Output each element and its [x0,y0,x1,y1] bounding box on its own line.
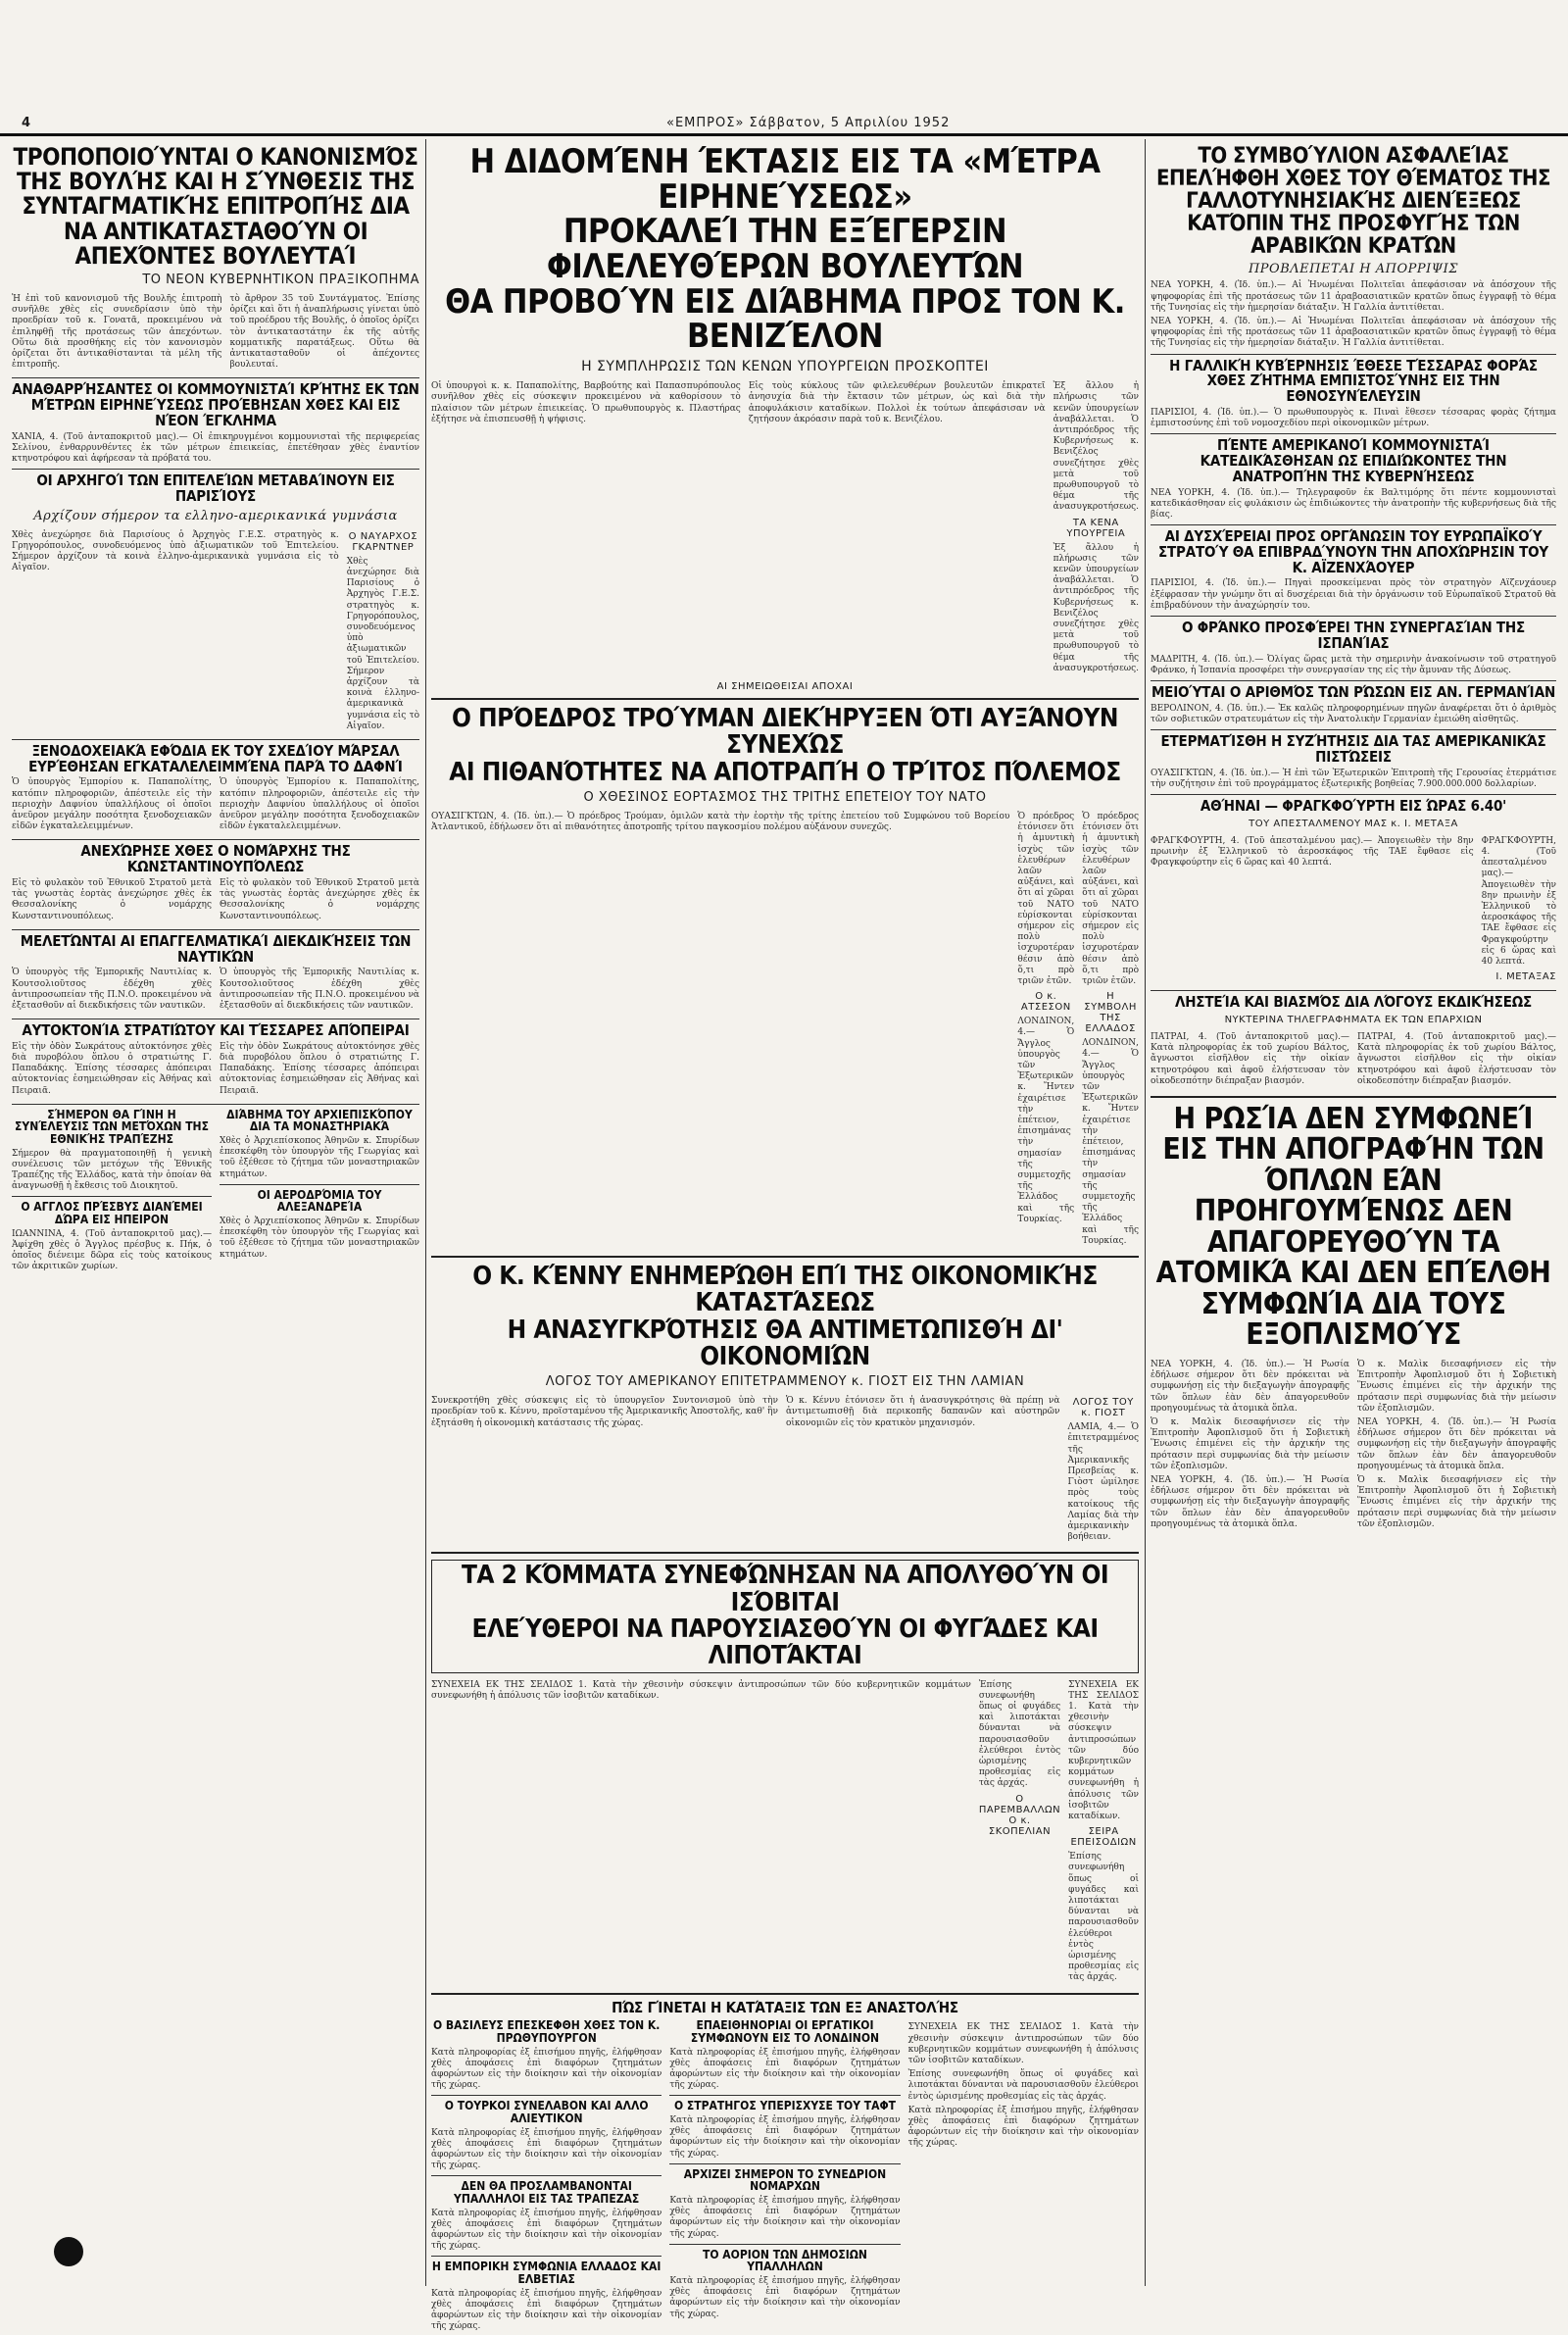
divider [669,2163,900,2164]
article-text: Κατὰ πληροφορίας ἐξ ἐπισήμου πηγῆς, ἐλήφθησαν χθὲς ἀποφάσεις ἐπὶ διαφόρων ζητημάτων ἀφορώντων εἰς τὴν διοίκησιν καὶ τὴν οἰκονομίαν τῆς χώρας. [669,2047,901,2091]
divider [431,1256,1139,1258]
article-text: Ὁ κ. Κέννυ ἐτόνισεν ὅτι ἡ ἀνασυγκρότησις θὰ πρέπῃ νὰ ἀντιμετωπισθῇ διὰ περικοπῆς δαπανῶν καὶ αὐστηρῶν οἰκονομιῶν εἰς τὸν κρατικὸν μηχανισμόν. [785,1396,1060,1428]
truman-article [431,809,1139,1250]
parties-sub-b: ΣΕΙΡΑ ΕΠΕΙΣΟΔΙΩΝ [1070,1826,1137,1849]
center-lead-article [431,378,1139,677]
article-text: Εἰς τὸ φυλακὸν τοῦ Ἐθνικοῦ Στρατοῦ μετὰ τὰς γνωστὰς ἑορτὰς ἀνεχώρησε χθὲς ἐκ Θεσσαλονίκης ὁ νομάρχης Κωνσταντινουπόλεως. [12,877,212,921]
article-text: ΟΥΑΣΙΓΚΤΩΝ, 4. (Ἰδ. ὑπ.).— Ἡ ἐπὶ τῶν Ἐξωτερικῶν Ἐπιτροπὴ τῆς Γερουσίας ἐτερμάτισε τὴν συζήτησιν ἐπὶ τοῦ προγράμματος ἐξωτερικῆς βοηθείας 7.900.000.000 δολλαρίων. [1151,768,1556,789]
article-text: ΝΕΑ ΥΟΡΚΗ, 4. (Ἰδ. ὑπ.).— Αἱ Ἡνωμέναι Πολιτεῖαι ἀπεφάσισαν νὰ ἀπόσχουν τῆς ψηφοφορίας ἐπὶ τῆς προτάσεως τῶν 11 ἀραβοασιατικῶν κρατῶν ὅπως ἐγγραφῇ τὸ θέμα τῆς Τυνησίας εἰς τὴν ἡμερησίαν διάταξιν. Ἡ Γαλλία ἀντιτίθεται. [1151,280,1556,313]
page-number: 4 [22,116,31,130]
article-text: Ὁ κ. Μαλὶκ διεσαφήνισεν εἰς τὴν Ἐπιτροπὴν Ἀφοπλισμοῦ ὅτι ἡ Σοβιετικὴ Ἕνωσις ἐπιμένει εἰς τὴν ἀρχικήν της πρότασιν περὶ συμφωνίας διὰ τὴν μείωσιν τῶν ἐξοπλισμῶν. [1151,1417,1349,1471]
kenny-headline-2: Η ΑΝΑΣΥΓΚΡΌΤΗΣΙΣ ΘΑ ΑΝΤΙΜΕΤΩΠΙΣΘΉ ΔΙ' ΟΙΚΟΝΟΜΙΏΝ [507,1315,1063,1371]
article-text: Ὁ πρόεδρος ἐτόνισεν ὅτι ἡ ἀμυντικὴ ἰσχὺς τῶν ἐλευθέρων λαῶν αὐξάνει, καὶ ὅτι αἱ χῶραι τοῦ ΝΑΤΟ εὑρίσκονται σήμερον εἰς πολὺ ἰσχυροτέραν θέσιν ἀπὸ ὅ,τι πρὸ τριῶν ἐτῶν. [1017,811,1075,986]
archbishop-headline: ΔΙΆΒΗΜΑ ΤΟΥ ΑΡΧΙΕΠΙΣΚΌΠΟΥ ΔΙΑ ΤΑ ΜΟΝΑΣΤΗΡΙΑΚΆ [226,1107,413,1134]
credits-headline: ΕΤΕΡΜΑΤΊΣΘΗ Η ΣΥΖΉΤΗΣΙΣ ΔΙΑ ΤΑΣ ΑΜΕΡΙΚΑΝΙΚΆΣ ΠΙΣΤΏΣΕΙΣ [1160,732,1546,766]
naval-article [12,965,419,1015]
fashion-article [1151,833,1556,986]
suicide-article [12,1039,419,1100]
divider [431,2095,662,2096]
article-text: Εἰς τὸ φυλακὸν τοῦ Ἐθνικοῦ Στρατοῦ μετὰ τὰς γνωστὰς ἑορτὰς ἀνεχώρησε χθὲς ἐκ Θεσσαλονίκης ὁ νομάρχης Κωνσταντινουπόλεως. [220,877,419,921]
truman-headline-2: ΑΙ ΠΙΘΑΝΌΤΗΤΕΣ ΝΑ ΑΠΟΤΡΑΠΉ Ο ΤΡΊΤΟΣ ΠΌΛΕΜΟΣ [449,757,1121,787]
article-text: Χθὲς ἀνεχώρησε διὰ Παρισίους ὁ Ἀρχηγὸς Γ.Ε.Σ. στρατηγὸς κ. Γρηγορόπουλος, συνοδευόμενος ὑπὸ ἀξιωματικῶν τοῦ Ἐπιτελείου. Σήμερον ἀρχίζουν τὰ κοινὰ ἑλληνο-ἀμερικανικὰ γυμνάσια εἰς τὸ Αἰγαῖον. [12,529,339,573]
divider [431,2256,662,2257]
article-text: ΦΡΑΓΚΦΟΥΡΤΗ, 4. (Τοῦ ἀπεσταλμένου μας).— Ἀπογειωθὲν τὴν 8ην πρωινὴν ἐξ Ἑλληνικοῦ τὸ ἀεροσκάφος τῆς TAE ἔφθασε εἰς Φραγκφούρτην εἰς 6 ὥρας καὶ 40 λεπτά. [1481,835,1556,968]
article-text: ΝΕΑ ΥΟΡΚΗ, 4. (Ἰδ. ὑπ.).— Τηλεγραφοῦν ἐκ Βαλτιμόρης ὅτι πέντε κομμουνισταὶ κατεδικάσθησαν εἰς φυλάκισιν ὡς ἐπιδιώκοντες τὴν ἀνατροπὴν τῆς κυβερνήσεως διὰ τῆς βίας. [1151,487,1556,520]
fashion-subheadline: ΤΟΥ ΑΠΕΣΤΑΛΜΕΝΟΥ ΜΑΣ κ. Ι. ΜΕΤΑΞΑ [1249,818,1458,829]
kenny-sub-a: ΛΟΓΟΣ ΤΟΥ κ. ΓΙΟΣΤ [1072,1397,1134,1419]
center-column [431,142,1140,2332]
lead-article-left [12,291,419,373]
article-text: Εἰς τὴν ὁδὸν Σωκράτους αὐτοκτόνησε χθὲς διὰ πυροβόλου ὅπλου ὁ στρατιώτης Γ. Παπαδάκης. Ἐπίσης τέσσαρες ἀπόπειραι αὐτοκτονίας ἐσημειώθησαν εἰς Ἀθήνας καὶ Πειραιᾶ. [220,1041,419,1096]
parties-headline-2: ΕΛΕΎΘΕΡΟΙ ΝΑ ΠΑΡΟΥΣΙΑΣΘΟΎΝ ΟΙ ΦΥΓΆΔΕΣ ΚΑΙ ΛΙΠΟΤΆΚΤΑΙ [471,1615,1099,1671]
center-lead-headline-3: ΘΑ ΠΡΟΒΟΎΝ ΕΙΣ ΔΙΆΒΗΜΑ ΠΡΟΣ ΤΟΝ Κ. ΒΕΝΙΖΈΛΟΝ [445,281,1125,357]
article-text: Ἐπίσης συνεφωνήθη ὅπως οἱ φυγάδες καὶ λιποτάκται δύνανται νὰ παρουσιασθοῦν ἐλεύθεροι ἐντὸς ὡρισμένης προθεσμίας εἰς τὰς ἀρχάς. [1068,1852,1140,1983]
divider [1151,990,1556,991]
russia-headline: Η ΡΩΣΊΑ ΔΕΝ ΣΥΜΦΩΝΕΊ ΕΙΣ ΤΗΝ ΑΠΟΓΡΑΦΉΝ ΤΩΝ ΌΠΛΩΝ ΕΆΝ ΠΡΟΗΓΟΥΜΈΝΩΣ ΔΕΝ ΑΠΑΓΟΡΕΥΘΟΎΝ ΤΑ ΑΤΟΜΙΚΆ ΚΑΙ ΔΕΝ ΕΠΈΛΘΗ ΣΥΜΦΩΝΊΑ ΔΙΑ ΤΟΥΣ ΕΞΟΠΛΙΣΜΟΎΣ [1155,1101,1551,1353]
parties-sub-a: Ο ΠΑΡΕΜΒΑΛΛΩΝ Ο κ. ΣΚΟΠΕΛΙΑΝ [978,1793,1061,1837]
article-text: ΣΥΝΕΧΕΙΑ ΕΚ ΤΗΣ ΣΕΛΙΔΟΣ 1. Κατὰ τὴν χθεσινὴν σύσκεψιν ἀντιπροσώπων τῶν δύο κυβερνητικῶν κομμάτων συνεφωνήθη ἡ ἀπόλυσις τῶν ἰσοβιτῶν καταδίκων. [907,2022,1139,2066]
article-text: Ἐξ ἄλλου ἡ πλήρωσις τῶν κενῶν ὑπουργείων ἀναβάλλεται. Ὁ ἀντιπρόεδρος τῆς Κυβερνήσεως κ. Βενιζέλος συνεζήτησε χθὲς μετὰ τοῦ πρωθυπουργοῦ τὸ θέμα τῆς ἀνασυγκροτήσεως. [1053,542,1140,673]
divider [1151,354,1556,355]
article-text: Συνεκροτήθη χθὲς σύσκεψις εἰς τὸ ὑπουργεῖον Συντονισμοῦ ὑπὸ τὴν προεδρίαν τοῦ κ. Κέννυ, προϊσταμένου τῆς Ἀμερικανικῆς Ἀποστολῆς, καθ' ἣν ἐξητάσθη ἡ οἰκονομικὴ κατάστασις τῆς χώρας. [431,1396,778,1428]
bank-headline: ΣΉΜΕΡΟΝ ΘΑ ΓΊΝΗ Η ΣΥΝΈΛΕΥΣΙΣ ΤΩΝ ΜΕΤΌΧΩΝ ΤΗΣ ΕΘΝΙΚΉΣ ΤΡΑΠΈΖΗΣ [15,1107,209,1147]
article-text: ΣΥΝΕΧΕΙΑ ΕΚ ΤΗΣ ΣΕΛΙΔΟΣ 1. Κατὰ τὴν χθεσινὴν σύσκεψιν ἀντιπροσώπων τῶν δύο κυβερνητικῶν κομμάτων συνεφωνήθη ἡ ἀπόλυσις τῶν ἰσοβιτῶν καταδίκων. [431,1679,971,1701]
article-text: Ἐπίσης συνεφωνήθη ὅπως οἱ φυγάδες καὶ λιποτάκται δύνανται νὰ παρουσιασθοῦν ἐλεύθεροι ἐντὸς ὡρισμένης προθεσμίας εἰς τὰς ἀρχάς. [907,2069,1139,2102]
left-column [12,145,419,2288]
parties-headline-1: ΤΑ 2 ΚΌΜΜΑΤΑ ΣΥΝΕΦΏΝΗΣΑΝ ΝΑ ΑΠΟΛΥΘΟΎΝ ΟΙ ΙΣΌΒΙΤΑΙ [461,1561,1109,1617]
lead-subheadline-left: ΤΟ ΝΕΟΝ ΚΥΒΕΡΝΗΤΙΚΟΝ ΠΡΑΞΙΚΟΠΗΜΑ [142,272,419,287]
suicide-headline: ΑΥΤΟΚΤΟΝΊΑ ΣΤΡΑΤΙΏΤΟΥ ΚΑΙ ΤΈΣΣΑΡΕΣ ΑΠΌΠΕΙΡΑΙ [22,1021,410,1040]
article-text: ΣΥΝΕΧΕΙΑ ΕΚ ΤΗΣ ΣΕΛΙΔΟΣ 1. Κατὰ τὴν χθεσινὴν σύσκεψιν ἀντιπροσώπων τῶν δύο κυβερνητικῶν κομμάτων συνεφωνήθη ἡ ἀπόλυσις τῶν ἰσοβιτῶν καταδίκων. [1068,1679,1139,1822]
truman-sub-a: Ο κ. ΑΤΣΕΣΟΝ [1020,991,1071,1014]
divider [1151,524,1556,525]
article-text: Κατὰ πληροφορίας ἐξ ἐπισήμου πηγῆς, ἐλήφθησαν χθὲς ἀποφάσεις ἐπὶ διαφόρων ζητημάτων ἀφορώντων εἰς τὴν διοίκησιν καὶ τὴν οἰκονομίαν τῆς χώρας. [431,2288,662,2332]
article-text: Σήμερον θὰ πραγματοποιηθῇ ἡ γενικὴ συνέλευσις τῶν μετόχων τῆς Ἐθνικῆς Τραπέζης τῆς Ἑλλάδος, κατὰ τὴν ὁποίαν θὰ ἀναγνωσθῇ ἡ ἔκθεσις τοῦ Διοικητοῦ. [12,1148,212,1192]
article-text: ΠΑΡΙΣΙΟΙ, 4. (Ἰδ. ὑπ.).— Ὁ πρωθυπουργὸς κ. Πιναὶ ἔθεσεν τέσσαρας φορὰς ζήτημα ἐμπιστοσύνης ἐπὶ τοῦ νομοσχεδίου περὶ οἰκονομικῶν μέτρων. [1151,407,1556,429]
article-text: ΠΑΤΡΑΙ, 4. (Τοῦ ἀνταποκριτοῦ μας).— Κατὰ πληροφορίας ἐκ τοῦ χωρίου Βάλτος, ἄγνωστοι εἰσῆλθον εἰς τὴν οἰκίαν κτηνοτρόφου καὶ ἀφοῦ ἐλήστευσαν τὸν οἰκοδεσπότην διέπραξαν βιασμόν. [1357,1031,1556,1086]
france-headline: Η ΓΑΛΛΙΚΉ ΚΥΒΈΡΝΗΣΙΣ ΈΘΕΣΕ ΤΈΣΣΑΡΑΣ ΦΟΡΆΣ ΧΘΕΣ ΖΉΤΗΜΑ ΕΜΠΙΣΤΟΣΎΝΗΣ ΕΙΣ ΤΗΝ ΕΘΝΟΣΥΝΈΛΕΥΣΙΝ [1169,356,1538,406]
navarchos-label: Ο ΝΑΥΑΡΧΟΣ ΓΚΑΡΝΤΝΕΡ [348,530,418,553]
crete-headline: ΑΝΑΘΑΡΡΉΣΑΝΤΕΣ ΟΙ ΚΟΜΜΟΥΝΙΣΤΑΊ ΚΡΉΤΗΣ ΕΚ ΤΩΝ ΜΈΤΡΩΝ ΕΙΡΗΝΕΎΣΕΩΣ ΠΡΟΈΒΗΣΑΝ ΧΘΕΣ ΚΑΙ ΕΙΣ ΝΈΟΝ ΈΓΚΛΗΜΑ [12,380,419,429]
hotel-headline: ΞΕΝΟΔΟΧΕΙΑΚΆ ΕΦΌΔΙΑ ΕΚ ΤΟΥ ΣΧΕΔΊΟΥ ΜΆΡΣΑΛ ΕΥΡΈΘΗΣΑΝ ΕΓΚΑΤΑΛΕΛΕΙΜΜΈΝΑ ΠΑΡΆ ΤΟ ΔΑΦΝΊ [28,741,403,775]
paper-date-line: «ΕΜΠΡΟΣ» Σάββατον, 5 Απριλίου 1952 [666,116,951,130]
kenny-article [431,1393,1139,1546]
divider [12,377,419,378]
divider [1151,680,1556,681]
divider [12,1018,419,1019]
divider [1151,1096,1556,1098]
box-c-headline: Ο ΤΟΥΡΚΟΙ ΣΥΝΕΛΑΒΟΝ ΚΑΙ ΑΛΛΟ ΑΛΙΕΥΤΙΚΟΝ [444,2099,649,2126]
article-text: Ἐξ ἄλλου ἡ πλήρωσις τῶν κενῶν ὑπουργείων ἀναβάλλεται. Ὁ ἀντιπρόεδρος τῆς Κυβερνήσεως κ. Βενιζέλος συνεζήτησε χθὲς μετὰ τοῦ πρωθυπουργοῦ τὸ θέμα τῆς ἀνασυγκροτήσεως. [1053,381,1140,513]
nomarch-headline: ΑΝΕΧΏΡΗΣΕ ΧΘΕΣ Ο ΝΟΜΆΡΧΗΣ ΤΗΣ ΚΩΝΣΤΑΝΤΙΝΟΥΠΌΛΕΩΣ [80,842,351,876]
article-text: Κατὰ πληροφορίας ἐξ ἐπισήμου πηγῆς, ἐλήφθησαν χθὲς ἀποφάσεις ἐπὶ διαφόρων ζητημάτων ἀφορώντων εἰς τὴν διοίκησιν καὶ τὴν οἰκονομίαν τῆς χώρας. [431,2047,662,2091]
article-text: Χθὲς ὁ Ἀρχιεπίσκοπος Ἀθηνῶν κ. Σπυρίδων ἐπεσκέφθη τὸν ὑπουργὸν τῆς Γεωργίας καὶ τοῦ ἐξέθεσε τὸ ζήτημα τῶν μοναστηριακῶν κτημάτων. [220,1217,419,1260]
security-subheadline: ΠΡΟΒΛΕΠΕΤΑΙ Η ΑΠΟΡΡΙΨΙΣ [1248,262,1459,277]
theft-headline: ΛΗΣΤΕΊΑ ΚΑΙ ΒΙΑΣΜΌΣ ΔΙΑ ΛΌΓΟΥΣ ΕΚΔΙΚΉΣΕΩΣ [1174,993,1533,1012]
parties-article [431,1677,1139,1987]
divider [12,1196,212,1197]
article-text: Ὁ ὑπουργὸς τῆς Ἐμπορικῆς Ναυτιλίας κ. Κουτσολιοῦτσος ἐδέχθη χθὲς ἀντιπροσωπείαν τῆς Π.Ν.Ο. προκειμένου νὰ ἐξετασθοῦν αἱ διεκδικήσεις τῶν ναυτικῶν. [220,968,419,1011]
theft-article [1151,1029,1556,1090]
truman-subheadline: Ο ΧΘΕΣΙΝΟΣ ΕΟΡΤΑΣΜΟΣ ΤΗΣ ΤΡΙΤΗΣ ΕΠΕΤΕΙΟΥ ΤΟΥ ΝΑΤΟ [583,789,987,805]
divider [1151,729,1556,730]
article-text: Ὁ κ. Μαλὶκ διεσαφήνισεν εἰς τὴν Ἐπιτροπὴν Ἀφοπλισμοῦ ὅτι ἡ Σοβιετικὴ Ἕνωσις ἐπιμένει εἰς τὴν ἀρχικήν της πρότασιν περὶ συμφωνίας διὰ τὴν μείωσιν τῶν ἐξοπλισμῶν. [1357,1475,1556,1529]
box-f-headline: ΤΟ ΑΟΡΙΟΝ ΤΩΝ ΔΗΜΟΣΙΩΝ ΥΠΑΛΛΗΛΩΝ [703,2247,867,2274]
divider [669,2095,900,2096]
article-text: ΝΕΑ ΥΟΡΚΗ, 4. (Ἰδ. ὑπ.).— Αἱ Ἡνωμέναι Πολιτεῖαι ἀπεφάσισαν νὰ ἀπόσχουν τῆς ψηφοφορίας ἐπὶ τῆς προτάσεως τῶν 11 ἀραβοασιατικῶν κρατῶν ὅπως ἐγγραφῇ τὸ θέμα τῆς Τυνησίας εἰς τὴν ἡμερησίαν διάταξιν. Ἡ Γαλλία ἀντιτίθεται. [1151,317,1556,349]
aerodrome-headline: ΟΙ ΑΕΡΟΔΡΌΜΙΑ ΤΟΥ ΑΛΕΞΑΝΔΡΕΊΑ [257,1187,382,1215]
article-text: ΛΑΜΙΑ, 4.— Ὁ ἐπιτετραμμένος τῆς Ἀμερικανικῆς Πρεσβείας κ. Γιὸστ ὡμίλησε πρὸς τοὺς κατοίκους τῆς Λαμίας διὰ τὴν ἀμερικανικὴν βοήθειαν. [1067,1422,1140,1543]
masthead [0,116,1568,136]
truman-sub-b: Η ΣΥΜΒΟΛΗ ΤΗΣ ΕΛΛΑΔΟΣ [1084,991,1137,1035]
divider [431,1993,1139,1995]
article-text: Κατὰ πληροφορίας ἐξ ἐπισήμου πηγῆς, ἐλήφθησαν χθὲς ἀποφάσεις ἐπὶ διαφόρων ζητημάτων ἀφορώντων εἰς τὴν διοίκησιν καὶ τὴν οἰκονομίαν τῆς χώρας. [669,2115,901,2159]
envoy-headline: Ο ΑΓΓΛΟΣ ΠΡΈΣΒΥΣ ΔΙΑΝΈΜΕΙ ΔΏΡΑ ΕΙΣ ΗΠΕΙΡΟΝ [21,1200,203,1227]
article-text: ΝΕΑ ΥΟΡΚΗ, 4. (Ἰδ. ὑπ.).— Ἡ Ρωσία ἐδήλωσε σήμερον ὅτι δὲν πρόκειται νὰ συμφωνήσῃ εἰς τὴν διεξαγωγὴν ἀπογραφῆς τῶν ὅπλων ἐὰν δὲν ἀπαγορευθοῦν προηγουμένως τὰ ἀτομικὰ ὅπλα. [1151,1475,1349,1529]
divider [220,1184,419,1185]
article-text: ΛΟΝΔΙΝΟΝ, 4.— Ὁ Ἄγγλος ὑπουργὸς τῶν Ἐξωτερικῶν κ. Ἤντεν ἐχαιρέτισε τὴν ἐπέτειον, ἐπισημάνας τὴν σημασίαν τῆς συμμετοχῆς τῆς Ἑλλάδος καὶ τῆς Τουρκίας. [1017,1017,1075,1224]
divider [431,698,1139,700]
article-text: Ὁ ὑπουργὸς Ἐμπορίου κ. Παπαπολίτης, κατόπιν πληροφοριῶν, ἀπέστειλε εἰς τὴν περιοχὴν Δαφνίου ὑπαλλήλους οἱ ὁποῖοι ἀνεῦρον μεγάλην ποσότητα ξενοδοχειακῶν εἰδῶν ἐγκαταλελειμμένων. [12,777,212,832]
article-text: Ἐπίσης συνεφωνήθη ὅπως οἱ φυγάδες καὶ λιποτάκται δύνανται νὰ παρουσιασθοῦν ἐλεύθεροι ἐντὸς ὡρισμένης προθεσμίας εἰς τὰς ἀρχάς. [978,1679,1061,1789]
fashion-headline: ΑΘΉΝΑΙ — ΦΡΑΓΚΦΟΎΡΤΗ ΕΙΣ ΏΡΑΣ 6.40' [1200,797,1507,816]
chiefs-headline: ΟΙ ΑΡΧΗΓΟΊ ΤΩΝ ΕΠΙΤΕΛΕΊΩΝ ΜΕΤΑΒΑΊΝΟΥΝ ΕΙΣ ΠΑΡΙΣΊΟΥΣ [36,472,395,505]
article-text: Κατὰ πληροφορίας ἐξ ἐπισήμου πηγῆς, ἐλήφθησαν χθὲς ἀποφάσεις ἐπὶ διαφόρων ζητημάτων ἀφορώντων εἰς τὴν διοίκησιν καὶ τὴν οἰκονομίαν τῆς χώρας. [431,2208,662,2252]
divider [1151,616,1556,617]
article-text: ΠΑΡΙΣΙΟΙ, 4. (Ἰδ. ὑπ.).— Πηγαὶ προσκείμεναι πρὸς τὸν στρατηγὸν Αϊζενχάουερ ἐξέφρασαν τὴν γνώμην ὅτι αἱ δυσχέρειαι διὰ τὴν ὀργάνωσιν τοῦ Εὐρωπαϊκοῦ Στρατοῦ θὰ ἐπιβραδύνουν τὴν ἀναχώρησίν του. [1151,578,1556,611]
kenny-headline-1: Ο Κ. ΚΈΝΝΥ ΕΝΗΜΕΡΏΘΗ ΕΠΊ ΤΗΣ ΟΙΚΟΝΟΜΙΚΉΣ ΚΑΤΑΣΤΆΣΕΩΣ [472,1262,1098,1318]
divider [12,739,419,740]
article-text: Εἰς τὴν ὁδὸν Σωκράτους αὐτοκτόνησε χθὲς διὰ πυροβόλου ὅπλου ὁ στρατιώτης Γ. Παπαδάκης. Ἐπίσης τέσσαρες ἀπόπειραι αὐτοκτονίας ἐσημειώθησαν εἰς Ἀθήνας καὶ Πειραιᾶ. [12,1041,212,1096]
communists-headline: ΠΈΝΤΕ ΑΜΕΡΙΚΑΝΟΊ ΚΟΜΜΟΥΝΙΣΤΑΊ ΚΑΤΕΔΙΚΆΣΘΗΣΑΝ ΩΣ ΕΠΙΔΙΏΚΟΝΤΕΣ ΤΗΝ ΑΝΑΤΡΟΠΉΝ ΤΗΣ ΚΥΒΕΡΝΉΣΕΩΣ [1200,436,1507,485]
divider [12,839,419,840]
article-text: Ἡ ἐπὶ τοῦ κανονισμοῦ τῆς Βουλῆς ἐπιτροπὴ συνῆλθε χθὲς εἰς συνεδρίασιν ὑπὸ τὴν προεδρίαν τοῦ κ. Γονατᾶ, προκειμένου νὰ ἐπιληφθῇ τῆς προτάσεως τῶν ἀπεχόντων. Οὕτω διὰ προσθήκης εἰς τὸν κανονισμὸν ὁρίζεται ὅτι ἀντικαθίστανται τὰ μέλη τῆς ἐπιτροπῆς. [12,293,222,371]
security-headline: ΤΟ ΣΥΜΒΟΎΛΙΟΝ ΑΣΦΑΛΕΊΑΣ ΕΠΕΛΉΦΘΗ ΧΘΕΣ ΤΟΥ ΘΈΜΑΤΟΣ ΤΗΣ ΓΑΛΛΟΤΥΝΗΣΙΑΚΉΣ ΔΙΕΝΈΞΕΩΣ ΚΑΤΌΠΙΝ ΤΗΣ ΠΡΟΣΦΥΓΉΣ ΤΩΝ ΑΡΑΒΙΚΏΝ ΚΡΑΤΏΝ [1156,144,1550,260]
right-column [1151,145,1556,2288]
article-text: Κατὰ πληροφορίας ἐξ ἐπισήμου πηγῆς, ἐλήφθησαν χθὲς ἀποφάσεις ἐπὶ διαφόρων ζητημάτων ἀφορώντων εἰς τὴν διοίκησιν καὶ τὴν οἰκονομίαν τῆς χώρας. [669,2196,901,2239]
article-text: Ὁ πρόεδρος ἐτόνισεν ὅτι ἡ ἀμυντικὴ ἰσχὺς τῶν ἐλευθέρων λαῶν αὐξάνει, καὶ ὅτι αἱ χῶραι τοῦ ΝΑΤΟ εὑρίσκονται σήμερον εἰς πολὺ ἰσχυροτέραν θέσιν ἀπὸ ὅ,τι πρὸ τριῶν ἐτῶν. [1082,811,1139,986]
center-lead-subheadline: Η ΣΥΜΠΛΗΡΩΣΙΣ ΤΩΝ ΚΕΝΩΝ ΥΠΟΥΡΓΕΙΩΝ ΠΡΟΣΚΟΠΤΕΙ [581,359,989,375]
divider [12,469,419,470]
article-text: ΝΕΑ ΥΟΡΚΗ, 4. (Ἰδ. ὑπ.).— Ἡ Ρωσία ἐδήλωσε σήμερον ὅτι δὲν πρόκειται νὰ συμφωνήσῃ εἰς τὴν διεξαγωγὴν ἀπογραφῆς τῶν ὅπλων ἐὰν δὲν ἀπαγορευθοῦν προηγουμένως τὰ ἀτομικὰ ὅπλα. [1151,1359,1349,1414]
short-news-grid [431,2019,1139,2335]
soviets-headline: ΜΕΙΟΎΤΑΙ Ο ΑΡΙΘΜΌΣ ΤΩΝ ΡΏΣΩΝ ΕΙΣ ΑΝ. ΓΕΡΜΑΝΊΑΝ [1151,682,1556,701]
article-text: Οἱ ὑπουργοὶ κ. κ. Παπαπολίτης, Βαρβούτης καὶ Παπασπυρόπουλος συνῆλθον χθὲς εἰς σύσκεψιν προκειμένου νὰ καθορίσουν τὸ πλαίσιον τῶν μέτρων ἐπιεικείας. Ὁ πρωθυπουργὸς κ. Πλαστήρας ἐξήτησε νὰ ἐπισπευσθῇ ἡ ψήφισις. [431,381,741,424]
hotel-article [12,774,419,835]
chiefs-article [12,527,419,735]
article-text: Χθὲς ἀνεχώρησε διὰ Παρισίους ὁ Ἀρχηγὸς Γ.Ε.Σ. στρατηγὸς κ. Γρηγορόπουλος, συνοδευόμενος ὑπὸ ἀξιωματικῶν τοῦ Ἐπιτελείου. Σήμερον ἀρχίζουν τὰ κοινὰ ἑλληνο-ἀμερικανικὰ γυμνάσια εἰς τὸ Αἰγαῖον. [346,556,419,731]
truman-headline-1: Ο ΠΡΌΕΔΡΟΣ ΤΡΟΎΜΑΝ ΔΙΕΚΉΡΥΞΕΝ ΌΤΙ ΑΥΞΆΝΟΥΝ ΣΥΝΕΧΏΣ [452,704,1118,761]
article-text: ΙΩΑΝΝΙΝΑ, 4. (Τοῦ ἀνταποκριτοῦ μας).— Ἀφίχθη χθὲς ὁ Ἄγγλος πρέσβυς κ. Πήκ, ὁ ὁποῖος διένειμε δῶρα εἰς τοὺς κατοίκους τῶν ἀκριτικῶν χωρίων. [12,1228,212,1272]
divider [669,2244,900,2245]
crete-text: ΧΑΝΙΑ, 4. (Τοῦ ἀνταποκριτοῦ μας).— Οἱ ἐπικηρυγμένοι κομμουνισταὶ τῆς περιφερείας Σελίνου, ἐνθαρρυνθέντες ἐκ τῶν μέτρων ἐπιεικείας, ἐπετέθησαν χθὲς ἐναντίον κτηνοτρόφου καὶ ἀφήρεσαν τὰ πρόβατά του. [12,431,419,465]
bottom-left-stories [12,1109,419,1276]
box-e-headline: ΑΡΧΙΖΕΙ ΣΗΜΕΡΟΝ ΤΟ ΣΥΝΕΔΡΙΟΝ ΝΟΜΑΡΧΩΝ [683,2166,887,2194]
signature: Ι. ΜΕΤΑΞΑΣ [1495,971,1556,983]
article-text: ΟΥΑΣΙΓΚΤΩΝ, 4. (Ἰδ. ὑπ.).— Ὁ πρόεδρος Τρούμαν, ὁμιλῶν κατὰ τὴν ἑορτὴν τῆς τρίτης ἐπετείου τοῦ Συμφώνου τοῦ Βορείου Ἀτλαντικοῦ, ἐδήλωσεν ὅτι αἱ πιθανότητες ἀποτροπῆς τρίτου παγκοσμίου πολέμου αὐξάνουν συνεχῶς. [431,811,1010,833]
chiefs-subheadline: Αρχίζουν σήμερον τα ελληνο-αμερικανικά γυμνάσια [33,508,398,523]
article-text: ΝΕΑ ΥΟΡΚΗ, 4. (Ἰδ. ὑπ.).— Ἡ Ρωσία ἐδήλωσε σήμερον ὅτι δὲν πρόκειται νὰ συμφωνήσῃ εἰς τὴν διεξαγωγὴν ἀπογραφῆς τῶν ὅπλων ἐὰν δὲν ἀπαγορευθοῦν προηγουμένως τὰ ἀτομικὰ ὅπλα. [1357,1417,1556,1471]
franco-headline: Ο ΦΡΆΝΚΟ ΠΡΟΣΦΈΡΕΙ ΤΗΝ ΣΥΝΕΡΓΑΣΊΑΝ ΤΗΣ ΙΣΠΑΝΊΑΣ [1181,619,1526,652]
divider [12,1104,419,1105]
article-text: ΒΕΡΟΛΙΝΟΝ, 4. (Ἰδ. ὑπ.).— Ἐκ καλῶς πληροφορημένων πηγῶν ἀναφέρεται ὅτι ὁ ἀριθμὸς τῶν σοβιετικῶν στρατευμάτων εἰς τὴν Ἀνατολικὴν Γερμανίαν ἐμειώθη αἰσθητῶς. [1151,703,1556,724]
article-text: Ὁ κ. Μαλὶκ διεσαφήνισεν εἰς τὴν Ἐπιτροπὴν Ἀφοπλισμοῦ ὅτι ἡ Σοβιετικὴ Ἕνωσις ἐπιμένει εἰς τὴν ἀρχικήν της πρότασιν περὶ συμφωνίας διὰ τὴν μείωσιν τῶν ἐξοπλισμῶν. [1357,1359,1556,1414]
divider [431,1552,1139,1554]
divider [1151,433,1556,434]
naval-headline: ΜΕΛΕΤΏΝΤΑΙ ΑΙ ΕΠΑΓΓΕΛΜΑΤΙΚΑΊ ΔΙΕΚΔΙΚΉΣΕΙΣ ΤΩΝ ΝΑΥΤΙΚΏΝ [20,931,412,966]
article-text: Χθὲς ὁ Ἀρχιεπίσκοπος Ἀθηνῶν κ. Σπυρίδων ἐπεσκέφθη τὸν ὑπουργὸν τῆς Γεωργίας καὶ τοῦ ἐξέθεσε τὸ ζήτημα τῶν μοναστηριακῶν κτημάτων. [220,1136,419,1179]
divider [1151,794,1556,795]
europe-headline: ΑΙ ΔΥΣΧΈΡΕΙΑΙ ΠΡΟΣ ΟΡΓΆΝΩΣΙΝ ΤΟΥ ΕΥΡΩΠΑΪΚΟΎ ΣΤΡΑΤΟΎ ΘΑ ΕΠΙΒΡΑΔΎΝΟΥΝ ΤΗΝ ΑΠΟΧΏΡΗΣΙΝ ΤΟΥ Κ. ΑΪΖΕΝΧΆΟΥΕΡ [1158,527,1548,576]
article-text: Ὁ ὑπουργὸς Ἐμπορίου κ. Παπαπολίτης, κατόπιν πληροφοριῶν, ἀπέστειλε εἰς τὴν περιοχὴν Δαφνίου ὑπαλλήλους οἱ ὁποῖοι ἀνεῦρον μεγάλην ποσότητα ξενοδοχειακῶν εἰδῶν ἐγκαταλελειμμένων. [220,777,419,832]
article-text: Κατὰ πληροφορίας ἐξ ἐπισήμου πηγῆς, ἐλήφθησαν χθὲς ἀποφάσεις ἐπὶ διαφόρων ζητημάτων ἀφορώντων εἰς τὴν διοίκησιν καὶ τὴν οἰκονομίαν τῆς χώρας. [669,2276,901,2319]
ink-blot [54,2237,83,2266]
article-text: Ὁ ὑπουργὸς τῆς Ἐμπορικῆς Ναυτιλίας κ. Κουτσολιοῦτσος ἐδέχθη χθὲς ἀντιπροσωπείαν τῆς Π.Ν.Ο. προκειμένου νὰ ἐξετασθοῦν αἱ διεκδικήσεις τῶν ναυτικῶν. [12,968,212,1011]
parties-box [431,1560,1139,1672]
kenny-subheadline: ΛΟΓΟΣ ΤΟΥ ΑΜΕΡΙΚΑΝΟΥ ΕΠΙΤΕΤΡΑΜΜΕΝΟΥ κ. ΓΙΟΣΤ ΕΙΣ ΤΗΝ ΛΑΜΙΑΝ [545,1374,1025,1390]
divider [12,929,419,930]
box-g-headline: Ο ΣΤΡΑΤΗΓΟΣ ΥΠΕΡΙΣΧΥΣΕ ΤΟΥ ΤΑΦΤ [673,2099,897,2113]
column-divider [1145,139,1146,2286]
box-d-headline: ΔΕΝ ΘΑ ΠΡΟΣΛΑΜΒΑΝΟΝΤΑΙ ΥΠΑΛΛΗΛΟΙ ΕΙΣ ΤΑΣ ΤΡΑΠΕΖΑΣ [454,2179,640,2207]
article-text: Εἰς τοὺς κύκλους τῶν φιλελευθέρων βουλευτῶν ἐπικρατεῖ ἀνησυχία διὰ τὴν ἔκτασιν τῶν μέτρων, ὡς καὶ διὰ τὴν ἀποφυλάκισιν καταδίκων. Πολλοὶ ἐκ τούτων ἀπεφάσισαν νὰ ζητήσουν ἀκρόασιν παρὰ τοῦ κ. Βενιζέλου. [748,381,1046,424]
box-h-headline: Η ΕΜΠΟΡΙΚΗ ΣΥΜΦΩΝΙΑ ΕΛΛΑΔΟΣ ΚΑΙ ΕΛΒΕΤΙΑΣ [431,2260,662,2287]
article-text: ΜΑΔΡΙΤΗ, 4. (Ἰδ. ὑπ.).— Ὀλίγας ὥρας μετὰ τὴν σημερινὴν ἀνακοίνωσιν τοῦ στρατηγοῦ Φράνκο, ἡ Ἰσπανία προσφέρει τὴν συνεργασίαν της εἰς τὴν ἄμυναν τῆς Δύσεως. [1151,654,1556,675]
russia-article [1151,1357,1556,1533]
sub-banner: ΤΑ ΚΕΝΑ ΥΠΟΥΡΓΕΙΑ [1066,517,1126,539]
center-lead-headline-1: Η ΔΙΔΟΜΈΝΗ ΈΚΤΑΣΙΣ ΕΙΣ ΤΑ «ΜΈΤΡΑ ΕΙΡΗΝΕΎΣΕΩΣ» [469,142,1101,217]
center-lead-headline-2: ΠΡΟΚΑΛΕΊ ΤΗΝ ΕΞΈΓΕΡΣΙΝ ΦΙΛΕΛΕΥΘΈΡΩΝ ΒΟΥΛΕΥΤΏΝ [546,212,1024,287]
article-text: Κατὰ πληροφορίας ἐξ ἐπισήμου πηγῆς, ἐλήφθησαν χθὲς ἀποφάσεις ἐπὶ διαφόρων ζητημάτων ἀφορώντων εἰς τὴν διοίκησιν καὶ τὴν οἰκονομίαν τῆς χώρας. [431,2127,662,2171]
nomarch-article [12,875,419,925]
box-b-headline: ΕΠΑΕΙΘΗΝΟΡΙΑΙ ΟΙ ΕΡΓΑΤΙΚΟΙ ΣΥΜΦΩΝΟΥΝ ΕΙΣ ΤΟ ΛΟΝΔΙΝΟΝ [690,2018,880,2046]
box-a-headline: Ο ΒΑΣΙΛΕΥΣ ΕΠΕΣΚΕΦΘΗ ΧΘΕΣ ΤΟΝ Κ. ΠΡΩΘΥΠΟΥΡΓΟΝ [432,2018,661,2046]
lead-headline-left: ΤΡΟΠΟΠΟΙΟΎΝΤΑΙ Ο ΚΑΝΟΝΙΣΜΌΣ ΤΗΣ ΒΟΥΛΉΣ ΚΑΙ Η ΣΎΝΘΕΣΙΣ ΤΗΣ ΣΥΝΤΑΓΜΑΤΙΚΉΣ ΕΠΙΤΡΟΠΉΣ ΔΙΑ ΝΑ ΑΝΤΙΚΑΤΑΣΤΑΘΟΎΝ ΟΙ ΑΠΕΧΌΝΤΕΣ ΒΟΥΛΕΥΤΑΊ [13,143,418,270]
sub-section-label: ΑΙ ΣΗΜΕΙΩΘΕΙΣΑΙ ΑΠΟΧΑΙ [716,681,854,692]
article-text: τὸ ἄρθρον 35 τοῦ Συντάγματος. Ἐπίσης ὁρίζει καὶ ὅτι ἡ ἀναπλήρωσις γίνεται ὑπὸ τοῦ προέδρου τῆς Βουλῆς, ὁ ὁποῖος ὁρίζει τὸν ἀντικαταστάτην ἐκ τῆς αὐτῆς κομματικῆς παρατάξεως. Οὕτω θὰ ἀντικατασταθοῦν οἱ ἀπέχοντες βουλευταί. [229,293,419,371]
column-divider [425,139,426,2286]
article-text: Κατὰ πληροφορίας ἐξ ἐπισήμου πηγῆς, ἐλήφθησαν χθὲς ἀποφάσεις ἐπὶ διαφόρων ζητημάτων ἀφορώντων εἰς τὴν διοίκησιν καὶ τὴν οἰκονομίαν τῆς χώρας. [907,2105,1139,2149]
article-text: ΦΡΑΓΚΦΟΥΡΤΗ, 4. (Τοῦ ἀπεσταλμένου μας).— Ἀπογειωθὲν τὴν 8ην πρωινὴν ἐξ Ἑλληνικοῦ τὸ ἀεροσκάφος τῆς TAE ἔφθασε εἰς Φραγκφούρτην εἰς 6 ὥρας καὶ 40 λεπτά. [1151,835,1474,869]
theft-subheadline: ΝΥΚΤΕΡΙΝΑ ΤΗΛΕΓΡΑΦΗΜΑΤΑ ΕΚ ΤΩΝ ΕΠΑΡΧΙΩΝ [1224,1014,1483,1025]
article-text: ΠΑΤΡΑΙ, 4. (Τοῦ ἀνταποκριτοῦ μας).— Κατὰ πληροφορίας ἐκ τοῦ χωρίου Βάλτος, ἄγνωστοι εἰσῆλθον εἰς τὴν οἰκίαν κτηνοτρόφου καὶ ἀφοῦ ἐλήστευσαν τὸν οἰκοδεσπότην διέπραξαν βιασμόν. [1151,1031,1349,1086]
divider [431,2175,662,2176]
article-text: ΛΟΝΔΙΝΟΝ, 4.— Ὁ Ἄγγλος ὑπουργὸς τῶν Ἐξωτερικῶν κ. Ἤντεν ἐχαιρέτισε τὴν ἐπέτειον, ἐπισημάνας τὴν σημασίαν τῆς συμμετοχῆς τῆς Ἑλλάδος καὶ τῆς Τουρκίας. [1082,1038,1139,1246]
amnesty-headline: ΠΏΣ ΓΊΝΕΤΑΙ Η ΚΑΤΆΤΑΞΙΣ ΤΩΝ ΕΞ ΑΝΑΣΤΟΛΉΣ [612,1998,958,2016]
